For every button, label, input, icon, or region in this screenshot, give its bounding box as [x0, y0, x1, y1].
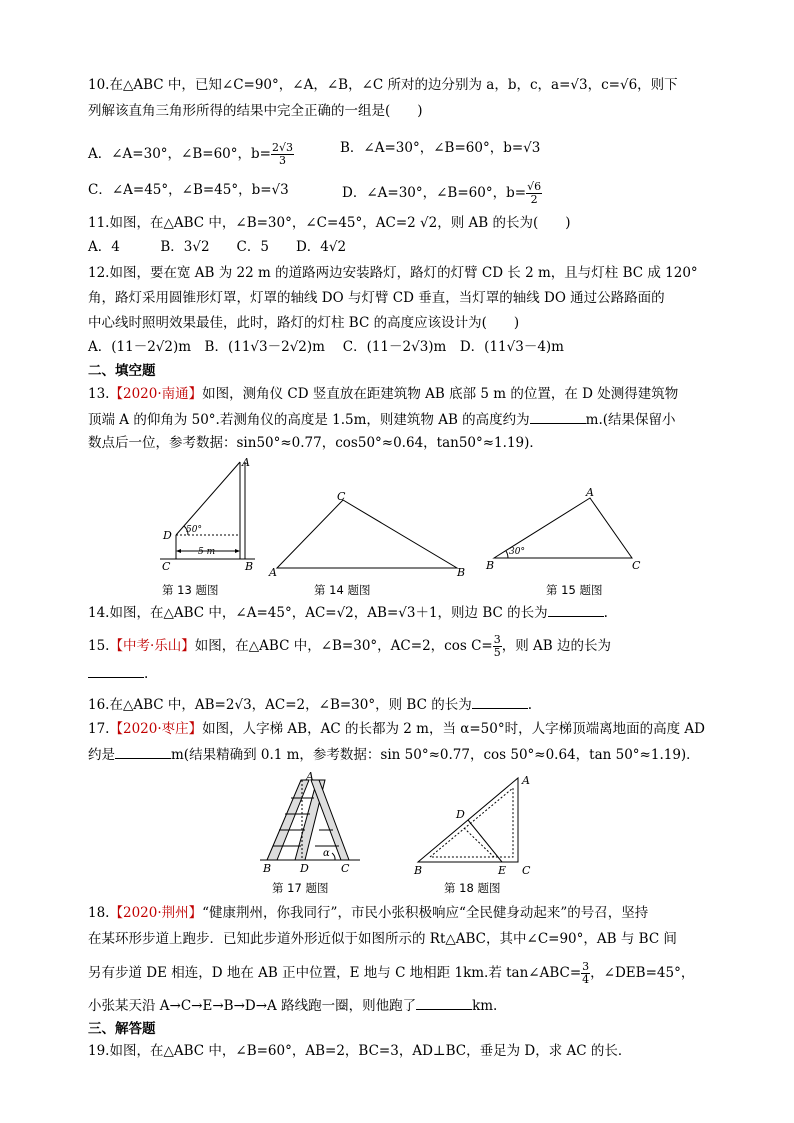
q10-stem-line1: 10.在△ABC 中，已知∠C=90°，∠A，∠B，∠C 所对的边分别为 a，b，c，a=√3，c=√6，则下 — [88, 77, 678, 93]
q12-options: A．(11－2√2)m B．(11√3－2√2)m C．(11－2√3)m D．(11√3－4)m — [88, 339, 564, 355]
fig15-label-a: A — [586, 486, 594, 499]
fig18-label-a: A — [522, 774, 530, 787]
fig14-label-a: A — [269, 566, 277, 579]
fig15-caption: 第 15 题图 — [546, 583, 603, 597]
q18-line4: 小张某天沿 A→C→E→B→D→A 路线跑一圈，则他跑了 km. — [88, 998, 498, 1014]
fig18-label-e: E — [498, 864, 507, 877]
q17-line1: 17.【2020·枣庄】如图，人字梯 AB，AC 的长都为 2 m，当 α=50°时，人字梯顶端离地面的高度 AD — [88, 721, 705, 737]
fig17-alpha: α — [323, 848, 330, 859]
fig13-distance: 5 m — [198, 547, 216, 557]
fig15-angle: 30° — [509, 547, 525, 557]
q11-stem: 11.如图，在△ABC 中，∠B=30°，∠C=45°，AC=2 √2，则 AB 的长为( ) — [88, 215, 571, 231]
fig18-path-de — [468, 820, 502, 862]
fig17-label-c: C — [341, 862, 350, 875]
fig14-caption: 第 14 题图 — [314, 583, 371, 597]
fig17-diagram — [255, 768, 365, 880]
q10-option-a: A．∠A=30°，∠B=60°，b= $\frac{2√3}{3}$ — [88, 141, 293, 167]
fig13-label-a: A — [242, 456, 250, 469]
q16-answer-blank[interactable] — [472, 695, 528, 709]
fig17-label-d: D — [300, 862, 309, 875]
q13-source: 【2020·南通】 — [109, 386, 203, 402]
fig15-label-c: C — [632, 559, 641, 572]
q13-line2: 顶端 A 的仰角为 50°.若测角仪的高度是 1.5m，则建筑物 AB 的高度约为 m.(结果保留小 — [88, 412, 676, 428]
fig14-diagram — [265, 488, 470, 580]
fig15-label-b: B — [486, 559, 495, 572]
q15: 15.【中考·乐山】如图，在△ABC 中，∠B=30°，AC=2，cos C= $\frac{3}{5}$ ，则 AB 边的长为 — [88, 633, 611, 659]
fig13-label-b: B — [245, 560, 254, 573]
q11-options: A．4 B．3√2 C．5 D．4√2 — [88, 239, 347, 255]
section-fill-in: 二、填空题 — [88, 363, 156, 379]
q19-stem: 19.如图，在△ABC 中，∠B=60°，AB=2，BC=3，AD⊥BC，垂足为 D，求 AC 的长． — [88, 1043, 632, 1059]
fig17-label-a: A — [306, 770, 314, 783]
q12-line1: 12.如图，要在宽 AB 为 22 m 的道路两边安装路灯，路灯的灯臂 CD 长 2 m，且与灯柱 BC 成 120° — [88, 265, 698, 281]
q10-option-b: B．∠A=30°，∠B=60°，b=√3 — [340, 140, 541, 156]
q18-source: 【2020·荆州】 — [109, 905, 203, 921]
fig13-angle: 50° — [186, 525, 202, 535]
q18-line1: 18.【2020·荆州】“健康荆州，你我同行”，市民小张积极响应“全民健身动起来”的号召，坚持 — [88, 905, 649, 921]
fig17-label-b: B — [263, 862, 272, 875]
q17-source: 【2020·枣庄】 — [109, 721, 203, 737]
fig14-label-c: C — [337, 490, 346, 503]
fig17-caption: 第 17 题图 — [272, 881, 329, 895]
q10-option-c: C．∠A=45°，∠B=45°，b=√3 — [88, 182, 289, 198]
q17-answer-blank[interactable] — [115, 745, 171, 759]
fig13-diagram — [150, 452, 260, 582]
fig18-label-c: C — [522, 864, 531, 877]
fig18-diagram — [410, 770, 550, 878]
fig17-ladder-right-rail — [311, 780, 349, 860]
fig13-label-c: C — [162, 560, 171, 573]
fig18-caption: 第 18 题图 — [444, 881, 501, 895]
fig13-label-d: D — [163, 529, 172, 542]
fig15-diagram — [482, 486, 642, 572]
q16: 16.在△ABC 中，AB=2√3，AC=2，∠B=30°，则 BC 的长为 . — [88, 697, 532, 713]
fig18-label-d: D — [456, 808, 465, 821]
fig13-caption: 第 13 题图 — [162, 583, 219, 597]
section-answer: 三、解答题 — [88, 1021, 156, 1037]
q10-option-d: D．∠A=30°，∠B=60°，b= $\frac{√6}{2}$ — [342, 180, 542, 206]
fig14-label-b: B — [457, 566, 466, 579]
q12-line2: 角，路灯采用圆锥形灯罩，灯罩的轴线 DO 与灯臂 CD 垂直，当灯罩的轴线 DO 通过公路路面的 — [88, 290, 665, 306]
q13-line3: 数点后一位，参考数据：sin50°≈0.77，cos50°≈0.64，tan50°≈1.19)． — [88, 435, 543, 451]
q12-line3: 中心线时照明效果最佳，此时，路灯的灯柱 BC 的高度应该设计为( ) — [88, 315, 520, 331]
q18-line3: 另有步道 DE 相连，D 地在 AB 正中位置，E 地与 C 地相距 1km.若 tan∠ABC= $\frac{3}{4}$ ，∠DEB=45°， — [88, 960, 695, 986]
q15-answer-blank[interactable] — [88, 664, 144, 678]
q14: 14.如图，在△ABC 中，∠A=45°，AC=√2，AB=√3＋1，则边 BC 的长为 . — [88, 605, 608, 621]
q13-answer-blank[interactable] — [530, 410, 586, 424]
q18-answer-blank[interactable] — [416, 996, 472, 1010]
fig18-label-b: B — [414, 864, 423, 877]
q10-stem-line2: 列解该直角三角形所得的结果中完全正确的一组是( ) — [88, 103, 423, 119]
q14-answer-blank[interactable] — [548, 603, 604, 617]
q13-line1: 13.【2020·南通】如图，测角仪 CD 竖直放在距建筑物 AB 底部 5 m 的位置，在 D 处测得建筑物 — [88, 386, 679, 402]
q15-source: 【中考·乐山】 — [109, 638, 195, 654]
q17-line2: 约是 m(结果精确到 0.1 m，参考数据：sin 50°≈0.77，cos 50°≈0.64，tan 50°≈1.19)． — [88, 747, 700, 763]
q18-line2: 在某环形步道上跑步．已知此步道外形近似于如图所示的 Rt△ABC，其中∠C=90°，AB 与 BC 间 — [88, 931, 677, 947]
q15-answer-line: . — [88, 664, 148, 683]
